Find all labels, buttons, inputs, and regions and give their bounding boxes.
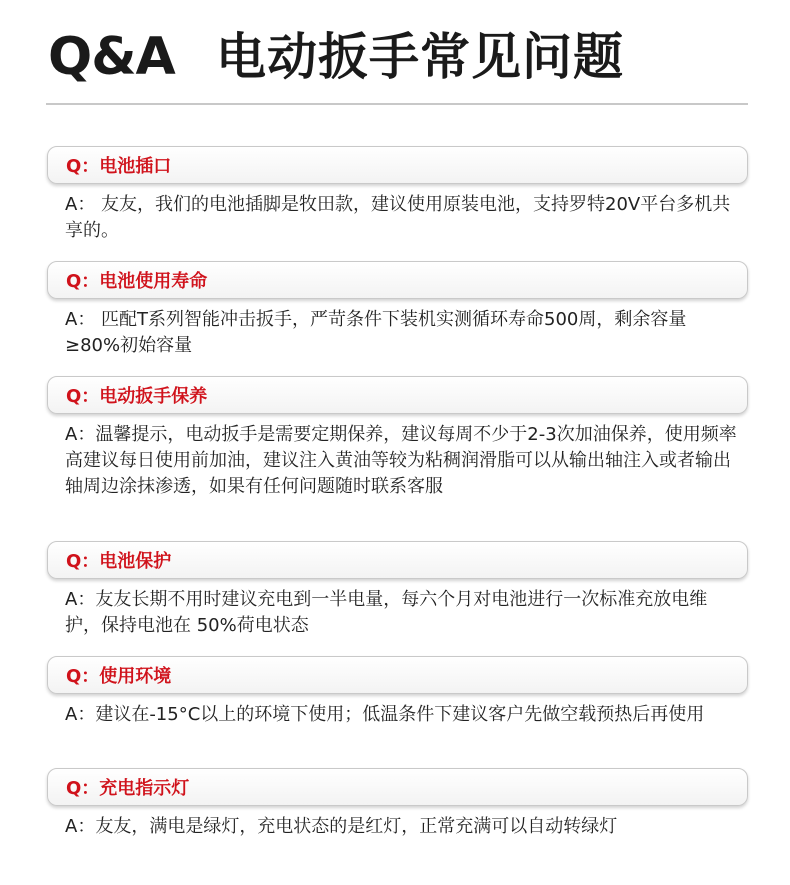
question-box: [47, 376, 748, 414]
qa-heading: Q&A: [48, 27, 175, 87]
faq-item-charge-indicator: [47, 768, 748, 840]
header-divider: [46, 103, 748, 105]
question-label: Q：电动扳手保养: [66, 386, 208, 407]
answer-text: A： 匹配T系列智能冲击扳手，严苛条件下装机实测循环寿命500周，剩余容量 ≥80%初始容量: [65, 309, 687, 356]
answer-text: A：友友长期不用时建议充电到一半电量，每六个月对电池进行一次标准充放电维护，保持电池在 50%荷电状态: [65, 589, 708, 636]
question-box: [47, 261, 748, 299]
question-label: Q：电池保护: [66, 551, 172, 572]
question-label: Q：电池使用寿命: [66, 271, 208, 292]
question-label: Q：使用环境: [66, 666, 172, 687]
question-label: Q：充电指示灯: [66, 778, 190, 799]
answer-text: A：温馨提示，电动扳手是需要定期保养，建议每周不少于2-3次加油保养，使用频率高建议每日使用前加油，建议注入黄油等较为粘稠润滑脂可以从输出轴注入或者输出轴周边涂抹渗透，如果有任何问题随时联系客服: [65, 424, 737, 497]
question-box: [47, 146, 748, 184]
question-box: [47, 656, 748, 694]
answer-text: A：友友，满电是绿灯，充电状态的是红灯，正常充满可以自动转绿灯: [65, 816, 618, 837]
faq-item-battery-life: [47, 261, 748, 359]
answer-text: A：建议在-15°C以上的环境下使用；低温条件下建议客户先做空载预热后再使用: [65, 704, 705, 725]
faq-item-battery-protection: [47, 541, 748, 639]
faq-item-battery-socket: [47, 146, 748, 244]
faq-item-maintenance: [47, 376, 748, 500]
answer-text: A： 友友，我们的电池插脚是牧田款，建议使用原装电池，支持罗特20V平台多机共享的。: [65, 194, 731, 241]
page-header: [48, 18, 748, 88]
faq-item-environment: [47, 656, 748, 728]
page-title: 电动扳手常见问题: [216, 28, 624, 86]
question-box: [47, 541, 748, 579]
question-label: Q：电池插口: [66, 156, 172, 177]
question-box: [47, 768, 748, 806]
